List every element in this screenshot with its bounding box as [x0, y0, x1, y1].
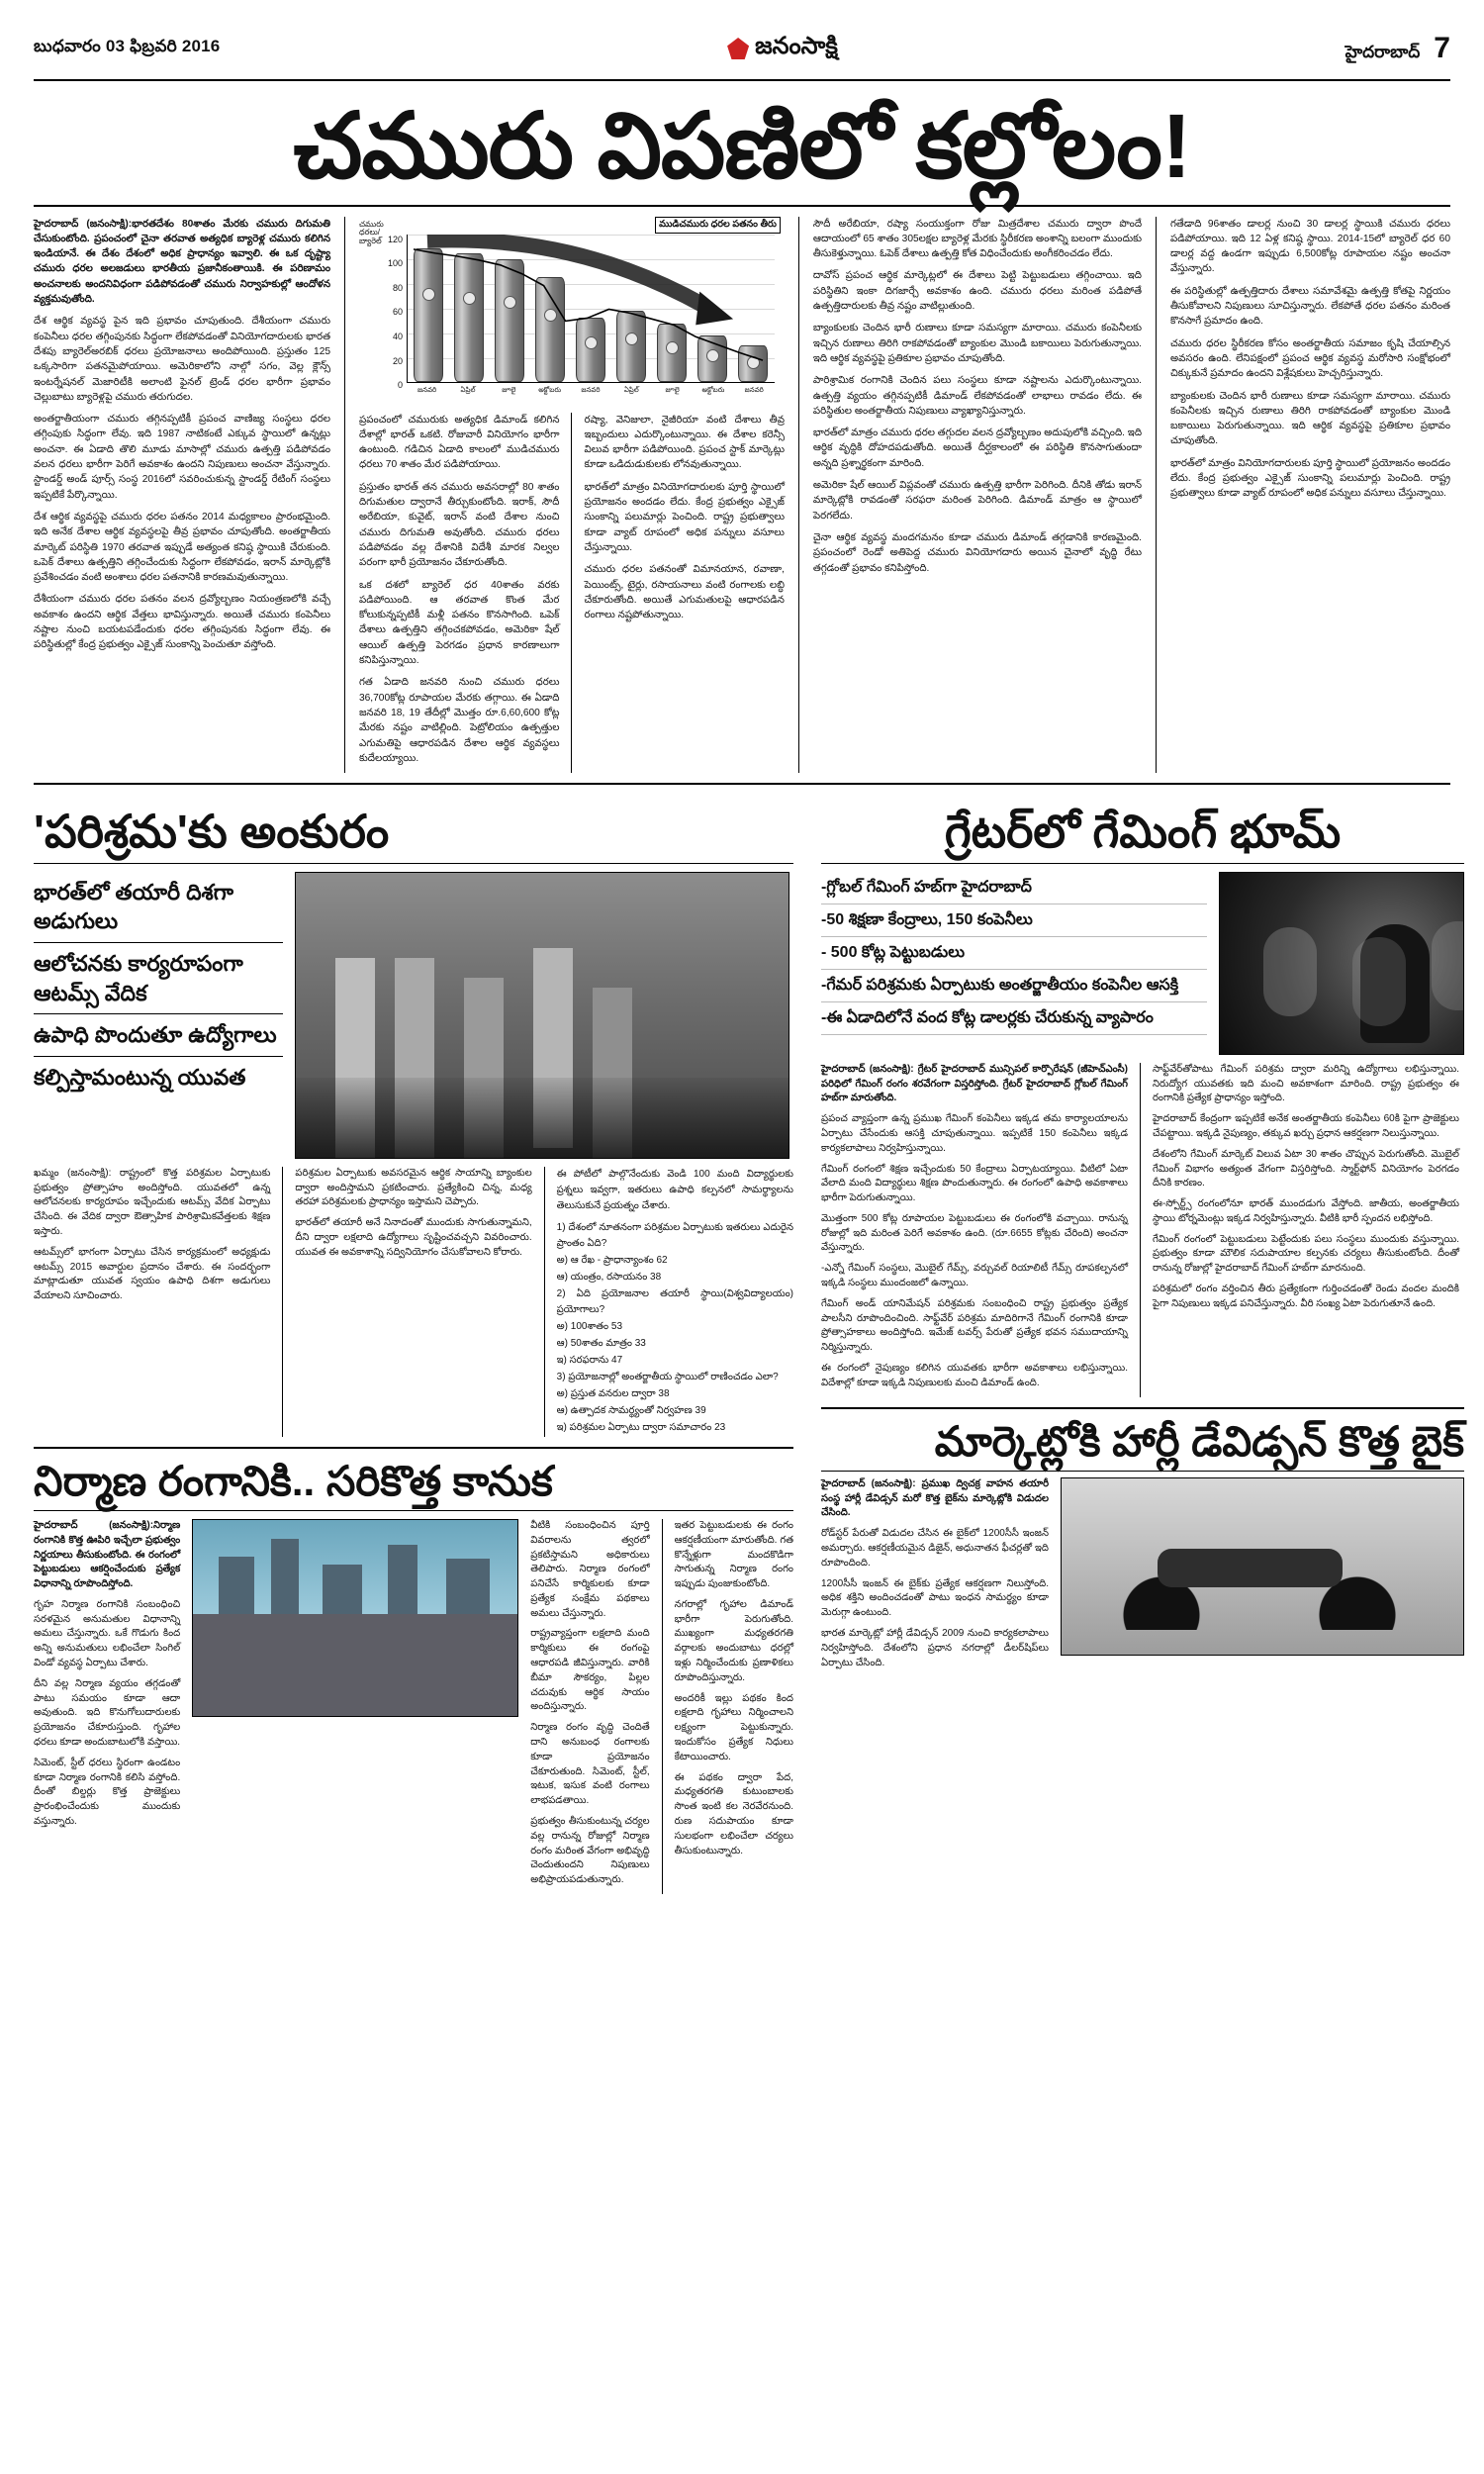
- paragraph: బ్యాంకులకు చెందిన భారీ రుణాలు కూడా సమస్యగా మారాయి. చమురు కంపెనీలకు ఇచ్చిన రుణాలు తిరిగి రాకపోవడంతో బ్యాంకుల మొండి బకాయిలు పెరుగుతున్నాయి. ఇది ఆర్థిక వ్యవస్థపై ప్రతికూల ప్రభావం చూపుతోంది.: [1169, 390, 1450, 447]
- paragraph: పరిశ్రమలో రంగం వర్తించిన తీరు ప్రత్యేకంగా గుర్తించడంతో రెండు వందల మందికి పైగా నిపుణులు ఇక్కడ పనిచేస్తున్నారు. వీరి సంఖ్య ఏటా పెరుగుతూనే ఉంది.: [1153, 1284, 1459, 1309]
- construction-column-3: [675, 1519, 793, 1894]
- x-tick: జూలై: [502, 386, 516, 394]
- y-tick: 100: [387, 258, 403, 269]
- paragraph: సాఫ్ట్‌వేర్‌తోపాటు గేమింగ్ పరిశ్రమ ద్వారా మరిన్ని ఉద్యోగాలు లభిస్తున్నాయి. నిరుద్యోగ యువతకు ఇది మంచి అవకాశంగా మారింది. రాష్ట్ర ప్రభుత్వం ఈ రంగానికి ప్రత్యేక ప్రాధాన్యం ఇస్తోంది.: [1153, 1063, 1459, 1104]
- paragraph: భారత్‌లో మాత్రం వినియోగదారులకు పూర్తి స్థాయిలో ప్రయోజనం అందడం లేదు. కేంద్ర ప్రభుత్వం ఎక్సైజ్ సుంకాన్ని పలుమార్లు పెంచింది. రాష్ట్ర ప్రభుత్వాలు కూడా వ్యాట్ రూపంలో అధిక పన్నులు వసూలు చేస్తున్నాయి.: [584, 481, 785, 553]
- subhead: ఉపాధి పొందుతూ ఉద్యోగాలు: [34, 1022, 277, 1048]
- oil-price-chart: [359, 217, 785, 405]
- y-tick: 80: [392, 282, 403, 293]
- paragraph: చైనా ఆర్థిక వ్యవస్థ మందగమనం కూడా చమురు డిమాండ్ తగ్గడానికి కారణమైంది. ప్రపంచంలో రెండో అతిపెద్ద చమురు వినియోగదారు అయిన చైనాలో వృద్ధి రేటు తగ్గడంతో ప్రభావం కనిపిస్తోంది.: [812, 531, 1143, 574]
- masthead-right: [1345, 32, 1450, 66]
- quiz-line: 3) ప్రయోజనాల్లో అంతర్జాతీయ స్థాయిలో రాణించడం ఎలా?: [556, 1371, 779, 1382]
- paragraph: దేశ ఆర్థిక వ్యవస్థపై చమురు ధరల పతనం 2014 మధ్యకాలం ప్రారంభమైంది. ఇది అనేక దేశాల ఆర్థిక వ్యవస్థలపై తీవ్ర ప్రభావం చూపుతోంది. అంతర్జాతీయ మార్కెట్ పరిస్థితి 1970 తరవాత ఇప్పుడే అత్యంత కనిష్ఠ స్థాయికి చేరుకుంది. ఒపెక్ దేశాలు ఉత్పత్తిని తగ్గించేందుకు సిద్ధంగా లేకపోవడం, ఇరాన్ మార్కెట్లోకి ప్రవేశించడం వంటి అంశాలు ధరల పతనానికి కారణమవుతున్నాయి.: [34, 511, 331, 584]
- x-tick: జనవరి: [417, 386, 437, 394]
- paragraph: గత ఏడాది జనవరి నుంచి చమురు ధరలు 36,700కోట్ల రూపాయల మేరకు తగ్గాయి. ఈ ఏడాది జనవరి 18, 19 తేదీల్లో మొత్తం రూ.6,60,600 కోట్ల మేరకు నష్టం వాటిల్లింది. పెట్రోలియం ఉత్పత్తుల ఎగుమతిపై ఆధారపడిన దేశాల ఆర్థిక వ్యవస్థలు కుదేలయ్యాయి.: [358, 677, 560, 764]
- y-tick: 40: [392, 331, 403, 341]
- paragraph: దీని వల్ల నిర్మాణ వ్యయం తగ్గడంతో పాటు సమయం కూడా ఆదా అవుతుంది. ఇది కొనుగోలుదారులకు ప్రయోజనం చేకూరుస్తుంది. గృహాల ధరలు కూడా అందుబాటులోకి వస్తాయి.: [34, 1677, 181, 1749]
- gaming-article: [821, 797, 1464, 1894]
- lead-article-column-1: [34, 217, 330, 774]
- paragraph: పరిశ్రమల ఏర్పాటుకు అవసరమైన ఆర్థిక సాయాన్ని బ్యాంకుల ద్వారా అందిస్తామని ప్రకటించారు. ప్రత్యేకించి చిన్న, మధ్య తరహా పరిశ్రమలకు ప్రాధాన్యం ఇస్తామని చెప్పారు.: [295, 1167, 532, 1208]
- chart-canvas: [359, 217, 785, 405]
- x-tick: జూలై: [665, 386, 680, 394]
- paragraph: ఈ-స్పోర్ట్స్ రంగంలోనూ భారత్ ముందడుగు వేస్తోంది. జాతీయ, అంతర్జాతీయ స్థాయి టోర్నమెంట్లు ఇక్కడ నిర్వహిస్తున్నారు. వీటికి భారీ స్పందన లభిస్తోంది.: [1153, 1198, 1459, 1224]
- paragraph: ఈ పరిస్థితుల్లో ఉత్పత్తిదారు దేశాలు సమావేశమై ఉత్పత్తి కోతపై నిర్ణయం తీసుకోవాలని నిపుణులు సూచిస్తున్నారు. లేకపోతే ధరల పతనం మరింత కొనసాగే ప్రమాదం ఉంది.: [1169, 285, 1450, 328]
- paragraph: గేమింగ్ రంగంలో పెట్టుబడులు పెట్టేందుకు పలు సంస్థలు ముందుకు వస్తున్నాయి. ప్రభుత్వం కూడా మౌలిక సదుపాయాల కల్పనకు చర్యలు తీసుకుంటోంది. దీంతో రానున్న రోజుల్లో హైదరాబాద్ గేమింగ్ హబ్‌గా మారనుంది.: [1153, 1233, 1459, 1275]
- bullet-item: -ఈ ఏడాదిలోనే వంద కోట్ల డాలర్లకు చేరుకున్న వ్యాపారం: [821, 1002, 1207, 1035]
- masthead: [34, 28, 1450, 81]
- edition-label: హైదరాబాద్: [1345, 42, 1421, 61]
- paragraph: అంతర్జాతీయంగా చమురు తగ్గినప్పటికీ ప్రపంచ వాణిజ్య సంస్థలు ధరల తగ్గింపుకు సిద్ధంగా లేవు. ఇది 1987 నాటికంటే ఎక్కువ స్థాయిలో ఉన్నట్లు అంచనా. ఈ ఏడాది తొలి మూడు మాసాల్లో చమురు ఉత్పత్తి పడిపోవడం వలన ధరలు భారీగా పెరిగే అవకాశం ఉందని నిపుణులు అంచనా వేస్తున్నారు. స్టాండర్డ్ అండ్ పూర్స్ సంస్థ 2016లో సవరించుకున్న స్టాండర్డ్ రేటింగ్ సంస్థలు ఇప్పటికే పేర్కొన్నాయి.: [34, 414, 331, 501]
- paragraph: -ఎన్నో గేమింగ్ సంస్థలు, మొబైల్ గేమ్స్, వర్చువల్ రియాలిటీ గేమ్స్ రూపకల్పనలో ఇక్కడి సంస్థలు ముందంజలో ఉన్నాయి.: [821, 1263, 1128, 1289]
- industry-subheads: [34, 872, 283, 1159]
- industry-photo-wrap: [295, 872, 789, 1159]
- lead-article-column-4: [1170, 217, 1450, 774]
- paragraph: గేమింగ్ రంగంలో శిక్షణ ఇచ్చేందుకు 50 కేంద్రాలు ఏర్పాటయ్యాయి. వీటిలో ఏటా వేలాది మంది విద్యార్థులు శిక్షణ పొందుతున్నారు. ఈ రంగంలో ఉపాధి అవకాశాలు భారీగా పెరుగుతున్నాయి.: [821, 1163, 1128, 1204]
- paragraph: మొత్తంగా 500 కోట్ల రూపాయల పెట్టుబడులు ఈ రంగంలోకి వచ్చాయి. రానున్న రోజుల్లో ఇది మరింత పెరిగే అవకాశం ఉంది. (రూ.6655 కోట్లకు చేరింది) అంచనా వేస్తున్నారు.: [821, 1212, 1128, 1254]
- x-tick: ఏప్రిల్: [460, 386, 476, 394]
- subhead: ఆలోచనకు కార్యరూపంగా ఆటమ్స్ వేదిక: [34, 951, 243, 1005]
- quiz-line: ఆ) 50శాతం మాత్రం 33: [556, 1337, 646, 1349]
- paragraph: రష్యా, వెనిజులా, నైజీరియా వంటి దేశాలు తీవ్ర ఇబ్బందులు ఎదుర్కొంటున్నాయి. ఈ దేశాల కరెన్సీ విలువ భారీగా పడిపోయింది. ప్రపంచ స్టాక్ మార్కెట్లు కూడా ఒడిదుడుకులకు లోనవుతున్నాయి.: [584, 414, 785, 471]
- paragraph: భారత్‌లో తయారీ అనే నినాదంతో ముందుకు సాగుతున్నామని, దీని ద్వారా లక్షలాది ఉద్యోగాలు సృష్టించవచ్చని వివరించారు. యువత ఈ అవకాశాన్ని సద్వినియోగం చేసుకోవాలని కోరారు.: [295, 1217, 532, 1258]
- paragraph: ఈ పోటీలో పాల్గొనేందుకు వెండి 100 మంది విద్యార్థులకు ప్రశ్నలు ఇవ్వగా, ఇతరులు ఉపాధి కల్పనలో సామర్థ్యాలను తెలుసుకునే ప్రయత్నం చేశారు.: [556, 1168, 793, 1211]
- quiz-line: అ) 100శాతం 53: [556, 1320, 623, 1332]
- gaming-body: [821, 1063, 1464, 1397]
- section-divider: [34, 783, 1450, 785]
- subhead: కల్పిస్తామంటున్న యువత: [34, 1065, 246, 1091]
- motorcycle-photo: [1061, 1477, 1464, 1656]
- paragraph: వీటికి సంబంధించిన పూర్తి వివరాలను త్వరలో ప్రకటిస్తామని అధికారులు తెలిపారు. నిర్మాణ రంగంలో పనిచేసే కార్మికులకు కూడా ప్రత్యేక సంక్షేమ పథకాలు అమలు చేస్తున్నారు.: [530, 1519, 650, 1619]
- lead-article-column-2: [359, 217, 785, 774]
- lead-article-column-2b: [584, 413, 785, 774]
- paragraph: భారత మార్కెట్లో హార్లీ డేవిడ్సన్ 2009 నుంచి కార్యకలాపాలు నిర్వహిస్తోంది. దేశంలోని ప్రధాన నగరాల్లో డీలర్‌షిప్‌లు ఏర్పాటు చేసింది.: [821, 1628, 1049, 1668]
- skyline-graphic: [193, 1536, 517, 1618]
- x-tick: ఏప్రిల్: [623, 386, 639, 394]
- quiz-line: ఇ) పరిశ్రమల ఏర్పాటు ద్వారా సమాచారం 23: [556, 1421, 726, 1433]
- quiz-line: ఆ) ఉత్పాదక సామర్థ్యంతో నిర్వహణ 39: [556, 1404, 706, 1416]
- paragraph: రాష్ట్రవ్యాప్తంగా లక్షలాది మంది కార్మికులు ఈ రంగంపై ఆధారపడి జీవిస్తున్నారు. వారికి బీమా సౌకర్యం, పిల్లల చదువుకు ఆర్థిక సాయం అందిస్తున్నారు.: [530, 1628, 650, 1713]
- chart-x-ticks: [407, 387, 775, 396]
- harley-body: [821, 1477, 1049, 1677]
- lead-paragraph: హైదరాబాద్ (జనంసాక్షి):భారతదేశం 80శాతం మేరకు చమురు దిగుమతి చేసుకుంటోంది. ప్రపంచంలో చైనా తరవాత అత్యధిక బ్యారెళ్ల చమురు కలిగిన ఇండియానే. ఈ దేశం దేశంలో అధిక ప్రాధాన్యం ఇవ్వాలి. ఈ ఒక దృష్ట్యా చమురు ధరల అలజడులు భారతీయ ప్రజానీకంతాయికి. ఈ పరిణామం అంచనాలకు అందనివిధంగా పడిపోవడంతో చమురు నిర్వాహకుల్లో ఆందోళన వ్యక్తమవుతోంది.: [34, 218, 331, 306]
- chart-annotation: ముడిచమురు ధరల పతనం తీరు: [655, 217, 781, 234]
- column-divider: [344, 217, 345, 774]
- paragraph: పారిశ్రామిక రంగానికి చెందిన పలు సంస్థలు కూడా నష్టాలను ఎదుర్కొంటున్నాయి. ఉత్పత్తి వ్యయం తగ్గినప్పటికీ డిమాండ్ లేకపోవడంతో లాభాలు రావడం లేదు. ఈ పరిస్థితుల అంతర్జాతీయ నిపుణులు వ్యాఖ్యానిస్తున్నారు.: [812, 375, 1143, 417]
- construction-photo-wrap: [192, 1519, 518, 1894]
- paragraph: అందరికీ ఇల్లు పథకం కింద లక్షలాది గృహాలు నిర్మించాలని లక్ష్యంగా పెట్టుకున్నారు. ఇందుకోసం ప్రత్యేక నిధులు కేటాయించారు.: [674, 1692, 793, 1762]
- paragraph: బ్యాంకులకు చెందిన భారీ రుణాలు కూడా సమస్యగా మారాయి. చమురు కంపెనీలకు ఇచ్చిన రుణాలు తిరిగి రాకపోవడంతో బ్యాంకుల మొండి బకాయిలు పెరుగుతున్నాయి. ఇది ఆర్థిక వ్యవస్థపై ప్రతికూల ప్రభావం చూపుతోంది.: [812, 323, 1143, 364]
- paragraph: ప్రస్తుతం భారత్ తన చమురు అవసరాల్లో 80 శాతం దిగుమతుల ద్వారానే తీర్చుకుంటోంది. ఇరాక్, సౌదీ అరేబియా, కువైట్, ఇరాన్ వంటి దేశాల నుంచి చమురు దిగుమతి అవుతోంది. చమురు ధరలు పడిపోవడం వల్ల దేశానికి విదేశీ మారక నిల్వల పరంగా భారీ ప్రయోజనం చేకూరుతోంది.: [358, 481, 560, 569]
- paragraph: దేశీయంగా చమురు ధరల పతనం వలన ద్రవ్యోల్బణం నియంత్రణలోకి వచ్చే అవకాశం ఉందని ఆర్థిక వేత్తలు భావిస్తున్నారు. అయితే చమురు కంపెనీలు నష్టాల నుంచి బయటపడేందుకు ధరల తగ్గింపునకు సిద్ధంగా లేవు. ఈ పరిస్థితుల్లో కేంద్ర ప్రభుత్వం ఎక్సైజ్ సుంకాన్ని పెంచుతూ వస్తోంది.: [34, 594, 331, 651]
- paragraph: హైదరాబాద్ (జనంసాక్షి):నిర్మాణ రంగానికి కొత్త ఊపిరి ఇచ్చేలా ప్రభుత్వం నిర్ణయాలు తీసుకుంటోంది. ఈ రంగంలో పెట్టుబడులు ఆకర్షించేందుకు ప్రత్యేక విధానాన్ని రూపొందిస్తోంది.: [34, 1519, 181, 1590]
- chart-y-axis-label: చమురు ధరలు/బ్యారెల్: [358, 219, 384, 246]
- middle-region: [34, 797, 1464, 1894]
- headline-divider: [34, 205, 1450, 207]
- harley-headline: మార్కెట్లోకి హార్లీ డేవిడ్సన్ కొత్త బైక్: [934, 1417, 1464, 1465]
- paragraph: గతేడాది 96శాతం డాలర్ల నుంచి 30 డాలర్ల స్థాయికి చమురు ధరలు పడిపోయాయి. ఇది 12 ఏళ్ల కనిష్ఠ స్థాయి. 2014-15లో బ్యారెల్ ధర 60 డాలర్ల వద్ద ఉండగా ఇప్పుడు 6,500కోట్ల రూపాయల నష్టం అంచనా వేస్తున్నారు.: [1169, 218, 1450, 275]
- paragraph: దేశ ఆర్థిక వ్యవస్థ పైన ఇది ప్రభావం చూపుతుంది. దేశీయంగా చమురు కంపెనీలు ధరల తగ్గింపునకు సిద్ధంగా లేకపోవడంతో వినియోగదారులకు భారత దేశపు బ్యారెల్‌అరబిక్ ధరలు ప్రయోజనాలు అందిపోయింది. ప్రస్తుతం 125 ఒక్కసారిగా పతనమైపోయాయి. అమెరికాలోని నాల్గో సగం, వెల్ల క్లౌన్స్ ఇంటర్నేషనల్ మెజారిటీకి అలాంటి ఫైనల్ ట్రెండ్ ధరల భారీగా ప్రభావం చెల్లుబాటు బ్యారెళ్లపై చమురు తరుగుదల.: [34, 316, 331, 403]
- industry-column-1: [34, 1167, 270, 1437]
- paragraph: ఒక దశలో బ్యారెల్ ధర 40శాతం వరకు పడిపోయింది. ఆ తరవాత కొంత మేర కోలుకున్నప్పటికీ మళ్లీ పతనం కొనసాగింది. ఒపెక్ దేశాలు ఉత్పత్తిని తగ్గించకపోవడం, అమెరికా షేల్ ఆయిల్ ఉత్పత్తి పెరగడం ప్రధాన కారణాలుగా కనిపిస్తున్నాయి.: [358, 579, 560, 667]
- page-number: 7: [1434, 31, 1450, 64]
- construction-body: [34, 1519, 793, 1894]
- quiz-line: ఆ) యంత్రం, రసాయనం 38: [556, 1271, 662, 1283]
- x-tick: జనవరి: [581, 386, 601, 394]
- gaming-photo: [1219, 872, 1464, 1055]
- paragraph: 1200సీసీ ఇంజన్ ఈ బైక్‌కు ప్రత్యేక ఆకర్షణగా నిలుస్తోంది. అధిక శక్తిని అందించడంతో పాటు ఇంధన సామర్థ్యం కూడా మెరుగ్గా ఉంటుంది.: [821, 1577, 1049, 1619]
- worker-figures: [193, 1614, 517, 1704]
- quiz-line: అ) ప్రస్తుత వనరుల ద్వారా 38: [556, 1387, 670, 1399]
- paragraph: హైదరాబాద్ (జనంసాక్షి): గ్రేటర్ హైదరాబాద్ మున్సిపల్ కార్పొరేషన్ (జీహెచ్ఎంసీ) పరిధిలో గేమింగ్ రంగం శరవేగంగా విస్తరిస్తోంది. గ్రేటర్ హైదరాబాద్ గ్లోబల్ గేమింగ్ హబ్‌గా మారుతోంది.: [821, 1063, 1128, 1104]
- bullet-item: -50 శిక్షణా కేంద్రాలు, 150 కంపెనీలు: [821, 904, 1207, 937]
- industry-article: [34, 797, 793, 1894]
- quiz-line: అ) ఆ రేఖ - ప్రాధాన్యాంశం 62: [556, 1254, 668, 1266]
- chart-plot-area: [407, 235, 775, 383]
- construction-illustration: [192, 1519, 518, 1717]
- lead-article-subcolumns: [359, 413, 785, 774]
- industrial-plant-photo: [295, 872, 789, 1159]
- paragraph: ప్రపంచ వ్యాప్తంగా ఉన్న ప్రముఖ గేమింగ్ కంపెనీలు ఇక్కడ తమ కార్యాలయాలను ఏర్పాటు చేసేందుకు ఆసక్తి చూపుతున్నాయి. ఇప్పటికే 150 కంపెనీలు ఇక్కడ కార్యకలాపాలు నిర్వహిస్తున్నాయి.: [821, 1113, 1128, 1154]
- construction-column-1: [34, 1519, 180, 1894]
- lead-article: [34, 217, 1450, 774]
- paragraph: ఈ రంగంలో నైపుణ్యం కలిగిన యువతకు భారీగా అవకాశాలు లభిస్తున్నాయి. విదేశాల్లో కూడా ఇక్కడి నిపుణులకు మంచి డిమాండ్ ఉంది.: [821, 1363, 1128, 1388]
- paragraph: నగరాల్లో గృహాల డిమాండ్ భారీగా పెరుగుతోంది. ముఖ్యంగా మధ్యతరగతి వర్గాలకు అందుబాటు ధరల్లో ఇళ్లు నిర్మించేందుకు ప్రణాళికలు రూపొందిస్తున్నారు.: [674, 1598, 793, 1683]
- flame-logo-icon: [727, 38, 749, 59]
- paragraph: ఆటమ్స్‌లో భాగంగా ఏర్పాటు చేసిన కార్యక్రమంలో అధ్యక్షుడు ఆటమ్స్ 2015 అవార్డుల ప్రదానం చేశారు. ఈ సందర్భంగా మాట్లాడుతూ యువత స్వయం ఉపాధి దిశగా అడుగులు వేయాలని సూచించారు.: [34, 1246, 271, 1302]
- paragraph: గృహ నిర్మాణ రంగానికి సంబంధించి సరళమైన అనుమతుల విధానాన్ని అమలు చేస్తున్నారు. ఒకే గొడుగు కింద అన్ని అనుమతులు లభించేలా సింగిల్ విండో వ్యవస్థ ఏర్పాటు చేశారు.: [34, 1598, 181, 1669]
- construction-column-2: [530, 1519, 649, 1894]
- harley-photo-wrap: [1061, 1477, 1464, 1677]
- publication-date: బుధవారం 03 ఫిబ్రవరి 2016: [34, 37, 221, 55]
- newspaper-logo: [727, 33, 838, 65]
- y-tick: 20: [392, 355, 403, 366]
- paragraph: చమురు ధరల పతనంతో విమానయాన, రవాణా, పెయింట్స్, టైర్లు, రసాయనాలు వంటి రంగాలకు లబ్ధి చేకూరుతోంది. అయితే ఎగుమతులపై ఆధారపడిన రంగాలు నష్టపోతున్నాయి.: [584, 564, 785, 621]
- lead-article-column-2a: [359, 413, 560, 774]
- paragraph: చమురు ధరల స్థిరీకరణ కోసం అంతర్జాతీయ సమాజం కృషి చేయాల్సిన అవసరం ఉంది. లేనిపక్షంలో ప్రపంచ ఆర్థిక వ్యవస్థ మరోసారి సంక్షోభంలో చిక్కుకునే ప్రమాదం ఉందని విశ్లేషకులు హెచ్చరిస్తున్నారు.: [1169, 337, 1450, 380]
- y-tick: 120: [387, 234, 403, 244]
- industry-headline: 'పరిశ్రమ'కు అంకురం: [34, 806, 390, 858]
- industry-body: [34, 1167, 793, 1437]
- column-divider: [1156, 217, 1157, 774]
- page-title: చమురు విపణిలో కల్లోలం!: [293, 96, 1191, 197]
- paragraph: ఈ పథకం ద్వారా పేద, మధ్యతరగతి కుటుంబాలకు సొంత ఇంటి కల నెరవేరనుంది. రుణ సదుపాయం కూడా సులభంగా లభించేలా చర్యలు తీసుకుంటున్నారు.: [674, 1771, 793, 1856]
- paragraph: ప్రభుత్వం తీసుకుంటున్న చర్యల వల్ల రానున్న రోజుల్లో నిర్మాణ రంగం మరింత వేగంగా అభివృద్ధి చెందుతుందని నిపుణులు అభిప్రాయపడుతున్నారు.: [530, 1816, 650, 1886]
- subhead: భారత్‌లో తయారీ దిశగా అడుగులు: [34, 879, 234, 934]
- gaming-photo-wrap: [1219, 872, 1464, 1055]
- gaming-column-1: [821, 1063, 1128, 1397]
- column-divider: [571, 413, 572, 774]
- logo-text: జనంసాక్షి: [755, 32, 838, 59]
- paragraph: అమెరికా షేల్ ఆయిల్ విప్లవంతో చమురు ఉత్పత్తి భారీగా పెరిగింది. దీనికి తోడు ఇరాన్ మార్కెట్లోకి రావడంతో సరఫరా మరింత పెరిగింది. డిమాండ్ మాత్రం ఆ స్థాయిలో పెరగలేదు.: [812, 480, 1143, 522]
- paragraph: భారత్‌లో మాత్రం వినియోగదారులకు పూర్తి స్థాయిలో ప్రయోజనం అందడం లేదు. కేంద్ర ప్రభుత్వం ఎక్సైజ్ సుంకాన్ని పలుమార్లు పెంచింది. రాష్ట్ర ప్రభుత్వాలు కూడా వ్యాట్ రూపంలో అధిక పన్నులు వసూలు చేస్తున్నాయి.: [1169, 457, 1450, 500]
- paragraph: నిర్మాణ రంగం వృద్ధి చెందితే దాని అనుబంధ రంగాలకు కూడా ప్రయోజనం చేకూరుతుంది. సిమెంట్, స్టీల్, ఇటుక, ఇసుక వంటి రంగాలు లాభపడతాయి.: [530, 1722, 650, 1807]
- paragraph: దేశంలోని గేమింగ్ మార్కెట్ విలువ ఏటా 30 శాతం చొప్పున పెరుగుతోంది. మొబైల్ గేమింగ్ విభాగం అత్యంత వేగంగా విస్తరిస్తోంది. స్మార్ట్‌ఫోన్ వినియోగం పెరగడం దీనికి కారణం.: [1153, 1148, 1459, 1189]
- gaming-column-2: [1153, 1063, 1459, 1397]
- paragraph: సిమెంట్, స్టీల్ ధరలు స్థిరంగా ఉండటం కూడా నిర్మాణ రంగానికి కలిసి వస్తోంది. దీంతో బిల్డర్లు కొత్త ప్రాజెక్టులు ప్రారంభించేందుకు ముందుకు వస్తున్నారు.: [34, 1757, 181, 1828]
- y-tick: 0: [397, 380, 403, 391]
- quiz-line: 1) దేశంలో నూతనంగా పరిశ్రమల ఏర్పాటుకు ఇతరులు ఎదురైన ప్రాంతం ఏది?: [556, 1221, 793, 1249]
- paragraph: ఖమ్మం (జనంసాక్షి): రాష్ట్రంలో కొత్త పరిశ్రమల ఏర్పాటుకు ప్రభుత్వం ప్రోత్సాహం అందిస్తోంది. యువతలో ఉన్న ఆలోచనలకు కార్యరూపం ఇచ్చేందుకు ఆటమ్స్ వేదిక ఏర్పాటు చేసింది. ఈ వేదిక ద్వారా ఔత్సాహిక పారిశ్రామికవేత్తలకు శిక్షణ ఇస్తారు.: [34, 1167, 271, 1237]
- paragraph: హైదరాబాద్ కేంద్రంగా ఇప్పటికే అనేక అంతర్జాతీయ కంపెనీలు 60కి పైగా ప్రాజెక్టులు చేపట్టాయి. ఇక్కడి నైపుణ్యం, తక్కువ ఖర్చు ప్రధాన ఆకర్షణగా నిలుస్తున్నాయి.: [1153, 1113, 1459, 1139]
- quiz-line: ఇ) సరఫరాను 47: [556, 1354, 623, 1366]
- lead-article-column-3: [813, 217, 1142, 774]
- paragraph: రోడ్‌స్టర్ పేరుతో విడుదల చేసిన ఈ బైక్‌లో 1200సీసీ ఇంజన్ అమర్చారు. ఆకర్షణీయమైన డిజైన్, అధునాతన ఫీచర్లతో ఇది రూపొందింది.: [821, 1528, 1049, 1569]
- divider: [34, 863, 793, 864]
- industry-quiz: [557, 1167, 793, 1437]
- chart-trend-line: [408, 235, 775, 382]
- paragraph: దావోస్ ప్రపంచ ఆర్థిక మార్కెట్లలో ఈ దేశాలు పెట్టి పెట్టుబడులు తగ్గించాయి. ఇది పరిస్థితిని ఇంకా దిగజార్చే అవకాశం ఉంది. చమురు ధరలు మరింత పడిపోతే ఉత్పత్తిదారులకు తీవ్ర నష్టం వాటిల్లుతుంది.: [812, 270, 1143, 313]
- bullet-item: - 500 కోట్ల పెట్టుబడులు: [821, 937, 1207, 970]
- paragraph: భారత్‌లో మాత్రం చమురు ధరల తగ్గుదల వలన ద్రవ్యోల్బణం అదుపులోకి వచ్చింది. ఇది ఆర్థిక వృద్ధికి దోహదపడుతోంది. అయితే దీర్ఘకాలంలో ఈ పరిస్థితి కొనసాగుతుందా అన్నది ప్రశ్నార్థకంగా మారింది.: [812, 428, 1143, 469]
- construction-headline: నిర్మాణ రంగానికి.. సరికొత్త కానుక: [34, 1457, 553, 1504]
- paragraph: ప్రపంచంలో చమురుకు అత్యధిక డిమాండ్ కలిగిన దేశాల్లో భారత్ ఒకటి. రోజువారీ వినియోగం భారీగా ఉంటుంది. గడిచిన ఏడాది కాలంలో ముడిచమురు ధరలు 70 శాతం మేర పడిపోయాయి.: [358, 414, 560, 471]
- gaming-headline: గ్రేటర్‌లో గేమింగ్ భూమ్: [944, 806, 1342, 858]
- x-tick: అక్టోబరు: [538, 386, 562, 394]
- chart-y-ticks: [373, 235, 403, 405]
- section-divider: [821, 1407, 1464, 1409]
- paragraph: ఇతర పెట్టుబడులకు ఈ రంగం ఆకర్షణీయంగా మారుతోంది. గత కొన్నేళ్లుగా మందకొడిగా సాగుతున్న నిర్మాణ రంగం ఇప్పుడు పుంజుకుంటోంది.: [674, 1519, 793, 1590]
- y-tick: 60: [392, 307, 403, 318]
- paragraph: హైదరాబాద్ (జనంసాక్షి): ప్రముఖ ద్విచక్ర వాహన తయారీ సంస్థ హార్లీ డేవిడ్సన్ మరో కొత్త బైక్‌ను మార్కెట్లోకి విడుదల చేసింది.: [821, 1477, 1049, 1519]
- quiz-line: 2) ఏది ప్రయోజనాల తయారీ స్థాయి(విశ్వవిద్యాలయం) ప్రయోగాలు?: [556, 1287, 793, 1315]
- bullet-item: -గ్లోబల్ గేమింగ్ హబ్‌గా హైదరాబాద్: [821, 872, 1207, 904]
- gaming-bullets: [821, 872, 1207, 1055]
- industry-column-2: [295, 1167, 531, 1437]
- bullet-item: -గేమర్ పరిశ్రమకు ఏర్పాటుకు అంతర్జాతీయం కంపెనీల ఆసక్తి: [821, 970, 1207, 1002]
- paragraph: గేమింగ్ అండ్ యానిమేషన్ పరిశ్రమకు సంబంధించి రాష్ట్ర ప్రభుత్వం ప్రత్యేక పాలసీని రూపొందించింది. సాఫ్ట్‌వేర్ పరిశ్రమ మాదిరిగానే గేమింగ్ రంగానికి కూడా ప్రోత్సాహకాలు అందిస్తోంది. ఇమేజ్ టవర్స్ పేరుతో ప్రత్యేక భవన సముదాయాన్ని నిర్మిస్తున్నారు.: [821, 1297, 1128, 1354]
- column-divider: [798, 217, 799, 774]
- x-tick: జనవరి: [744, 386, 764, 394]
- section-divider: [34, 1447, 793, 1449]
- x-tick: అక్టోబరు: [701, 386, 725, 394]
- paragraph: సౌదీ అరేబియా, రష్యా సంయుక్తంగా రోజు మిత్రదేశాల చమురు ద్వారా పొందే ఆదాయంలో 65 శాతం 305లక్షల బ్యారెళ్ల మేరకు స్థిరీకరణ అంశాన్ని బలంగా ముందుకు తీసుకెళ్తున్నాయి. ఓపెక్ దేశాలు ఉత్పత్తి కోత విధించేందుకు అంగీకరించడం లేదు.: [812, 218, 1143, 260]
